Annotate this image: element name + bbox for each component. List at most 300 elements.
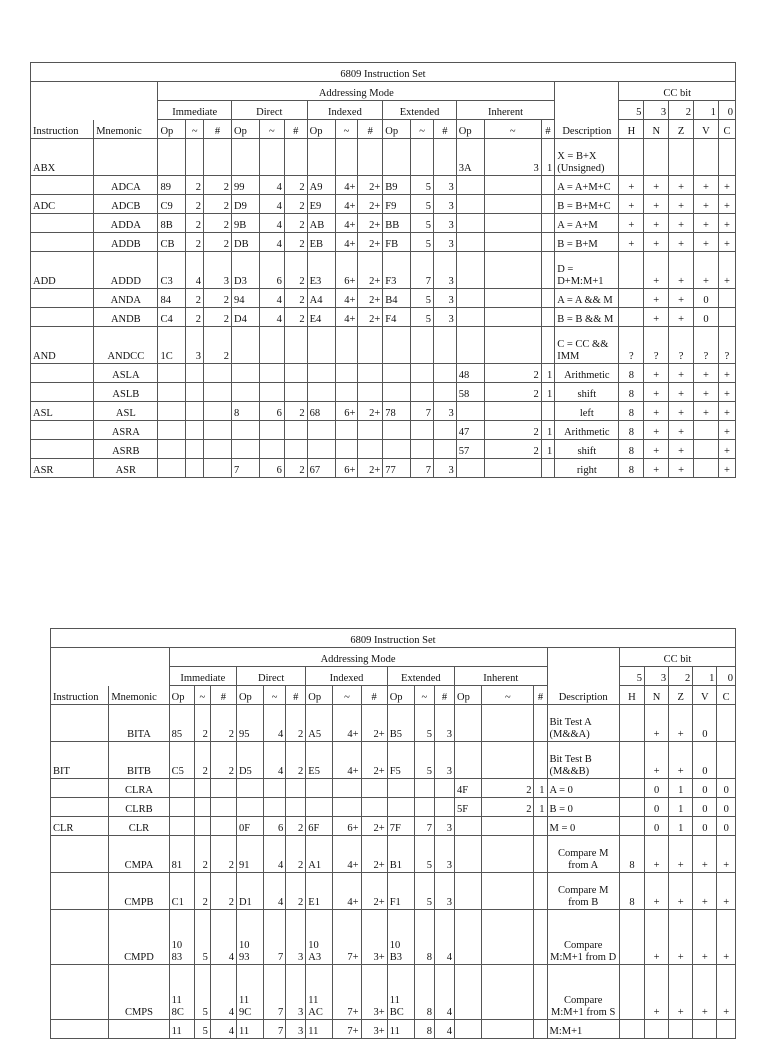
- opcode-cell: [231, 327, 259, 364]
- flag-cell: [717, 742, 736, 779]
- cycles-cell: 2: [484, 440, 541, 459]
- flag-cell: 1: [669, 798, 693, 817]
- bytes-cell: 2+: [361, 836, 387, 873]
- instruction-cell: [51, 1020, 109, 1039]
- table-row: [31, 308, 736, 327]
- table-row: [51, 779, 736, 798]
- opcode-cell: 47: [456, 421, 484, 440]
- cycles-cell: 3: [186, 327, 204, 364]
- cycles-cell: [484, 459, 541, 478]
- opcode-cell: [231, 421, 259, 440]
- flag-cell: ?: [619, 327, 644, 364]
- addressing-group-header: Extended: [387, 667, 454, 686]
- cycles-cell: 7: [414, 817, 434, 836]
- bytes-cell: 2+: [358, 402, 383, 421]
- description-cell: Arithmetic: [555, 421, 619, 440]
- flag-column-header: C: [718, 120, 735, 139]
- cycles-cell: [335, 139, 358, 176]
- cycles-cell: [484, 176, 541, 195]
- cycles-cell: 4: [264, 836, 286, 873]
- bytes-cell: 3: [434, 233, 457, 252]
- flag-cell: ?: [694, 327, 719, 364]
- flag-cell: +: [644, 176, 669, 195]
- flag-cell: +: [669, 308, 694, 327]
- instruction-table-panel-1: [30, 62, 736, 478]
- bytes-cell: 3: [434, 252, 457, 289]
- flag-cell: [644, 139, 669, 176]
- table-row: [31, 289, 736, 308]
- bytes-cell: [210, 798, 236, 817]
- description-cell: shift: [555, 383, 619, 402]
- flag-cell: 8: [619, 440, 644, 459]
- cycles-cell: 5: [411, 214, 434, 233]
- bytes-cell: [284, 327, 307, 364]
- description-cell: Compare M from B: [547, 873, 619, 910]
- cycles-cell: [482, 910, 534, 965]
- cycles-cell: [333, 798, 361, 817]
- opcode-cell: [456, 233, 484, 252]
- cycles-cell: [484, 252, 541, 289]
- flag-cell: +: [718, 176, 735, 195]
- bytes-cell: [541, 252, 554, 289]
- cycles-cell: 5: [411, 195, 434, 214]
- addressing-group-header: Immediate: [169, 667, 236, 686]
- bytes-cell: 2: [210, 836, 236, 873]
- flag-cell: 1: [669, 779, 693, 798]
- flag-cell: +: [644, 459, 669, 478]
- cycles-cell: [484, 214, 541, 233]
- description-cell: B = B+M+C: [555, 195, 619, 214]
- flag-cell: [619, 139, 644, 176]
- bytes-cell: 2: [284, 459, 307, 478]
- addressing-group-header: Direct: [236, 667, 305, 686]
- flag-cell: [619, 252, 644, 289]
- bytes-cell: [434, 327, 457, 364]
- cycles-cell: [194, 779, 210, 798]
- instruction-table-body: [51, 629, 736, 1039]
- flag-cell: +: [669, 836, 693, 873]
- flag-cell: [619, 910, 644, 965]
- cycles-column-header: ~: [484, 120, 541, 139]
- instruction-cell: [31, 440, 94, 459]
- bytes-cell: [284, 139, 307, 176]
- bytes-column-header: #: [284, 120, 307, 139]
- addressing-group-header: Extended: [383, 101, 457, 120]
- flag-cell: +: [644, 308, 669, 327]
- flag-cell: +: [644, 402, 669, 421]
- cycles-cell: 2: [186, 233, 204, 252]
- table-row: [31, 459, 736, 478]
- op-column-header: Op: [307, 120, 335, 139]
- blank-cell: [31, 82, 158, 101]
- flag-cell: 0: [693, 798, 717, 817]
- cycles-cell: [194, 798, 210, 817]
- opcode-cell: 57: [456, 440, 484, 459]
- opcode-cell: [383, 421, 411, 440]
- opcode-cell: [158, 421, 186, 440]
- opcode-cell: E5: [306, 742, 333, 779]
- flag-cell: [694, 421, 719, 440]
- op-column-header: Op: [306, 686, 333, 705]
- cycles-column-header: ~: [259, 120, 284, 139]
- flag-cell: [717, 1020, 736, 1039]
- opcode-cell: 94: [231, 289, 259, 308]
- cycles-cell: 2: [482, 779, 534, 798]
- cycles-cell: 4+: [335, 289, 358, 308]
- opcode-cell: [236, 798, 263, 817]
- bytes-cell: 2: [286, 742, 306, 779]
- cycles-cell: [194, 817, 210, 836]
- opcode-cell: D9: [231, 195, 259, 214]
- description-cell: C = CC && IMM: [555, 327, 619, 364]
- flag-cell: 0: [717, 798, 736, 817]
- description-cell: left: [555, 402, 619, 421]
- table-row: [51, 965, 736, 1020]
- bytes-cell: 1: [541, 421, 554, 440]
- opcode-cell: [231, 364, 259, 383]
- bytes-cell: 2+: [361, 705, 387, 742]
- flag-cell: 0: [693, 817, 717, 836]
- cycles-cell: 5: [414, 836, 434, 873]
- opcode-cell: C5: [169, 742, 194, 779]
- cycles-cell: [186, 383, 204, 402]
- flag-cell: [619, 965, 644, 1020]
- bytes-cell: 2: [284, 233, 307, 252]
- opcode-cell: [387, 798, 414, 817]
- table-row: [31, 233, 736, 252]
- opcode-cell: 8: [231, 402, 259, 421]
- flag-cell: +: [644, 252, 669, 289]
- bytes-cell: 2+: [358, 195, 383, 214]
- bytes-cell: [541, 176, 554, 195]
- bytes-cell: [358, 421, 383, 440]
- blank-cell: [555, 82, 619, 101]
- opcode-cell: A5: [306, 705, 333, 742]
- bytes-cell: 2+: [361, 817, 387, 836]
- cycles-cell: [484, 327, 541, 364]
- mnemonic-cell: ASRA: [94, 421, 158, 440]
- opcode-cell: [455, 817, 482, 836]
- instruction-cell: [31, 383, 94, 402]
- mnemonic-cell: ADCB: [94, 195, 158, 214]
- cycles-cell: 4: [259, 233, 284, 252]
- bytes-cell: [284, 440, 307, 459]
- cc-bit-number: 2: [669, 667, 693, 686]
- opcode-cell: F5: [387, 742, 414, 779]
- opcode-cell: [307, 139, 335, 176]
- mnemonic-cell: ASR: [94, 459, 158, 478]
- cycles-cell: [482, 873, 534, 910]
- blank-cell: [31, 101, 158, 120]
- bytes-cell: 2: [284, 214, 307, 233]
- cycles-cell: [335, 421, 358, 440]
- flag-cell: +: [645, 965, 669, 1020]
- opcode-cell: C1: [169, 873, 194, 910]
- opcode-cell: 84: [158, 289, 186, 308]
- bytes-cell: [434, 383, 457, 402]
- table-row: [51, 742, 736, 779]
- instruction-cell: [51, 873, 109, 910]
- flag-cell: 8: [619, 364, 644, 383]
- cycles-cell: [186, 440, 204, 459]
- opcode-cell: 1C: [158, 327, 186, 364]
- flag-cell: 0: [693, 742, 717, 779]
- bytes-cell: [204, 364, 232, 383]
- opcode-cell: [455, 1020, 482, 1039]
- table-row: [51, 910, 736, 965]
- flag-cell: ?: [644, 327, 669, 364]
- cycles-cell: 7: [264, 1020, 286, 1039]
- instruction-table-body: [31, 63, 736, 478]
- addressing-group-header: Inherent: [456, 101, 554, 120]
- instruction-cell: [51, 965, 109, 1020]
- bytes-cell: 2: [204, 195, 232, 214]
- opcode-cell: 89: [158, 176, 186, 195]
- bytes-cell: 2+: [358, 459, 383, 478]
- cc-bit-number: 0: [717, 667, 736, 686]
- mnemonic-cell: ASLA: [94, 364, 158, 383]
- opcode-cell: [158, 364, 186, 383]
- bytes-cell: 3: [434, 873, 454, 910]
- op-column-header: Op: [231, 120, 259, 139]
- cycles-cell: [484, 402, 541, 421]
- flag-cell: +: [645, 705, 669, 742]
- cycles-cell: 2: [482, 798, 534, 817]
- mnemonic-cell: CMPA: [109, 836, 169, 873]
- flag-cell: +: [619, 214, 644, 233]
- opcode-cell: A9: [307, 176, 335, 195]
- cycles-cell: 2: [186, 195, 204, 214]
- opcode-cell: D5: [236, 742, 263, 779]
- cycles-cell: 6+: [335, 252, 358, 289]
- instruction-cell: CLR: [51, 817, 109, 836]
- flag-cell: [619, 705, 644, 742]
- bytes-cell: 3: [204, 252, 232, 289]
- opcode-cell: [158, 139, 186, 176]
- opcode-cell: 58: [456, 383, 484, 402]
- bytes-cell: 3: [434, 195, 457, 214]
- opcode-cell: [455, 965, 482, 1020]
- bytes-cell: [284, 421, 307, 440]
- bytes-cell: 2: [204, 327, 232, 364]
- opcode-cell: EB: [307, 233, 335, 252]
- bytes-cell: [541, 327, 554, 364]
- opcode-cell: B9: [383, 176, 411, 195]
- opcode-cell: 10 A3: [306, 910, 333, 965]
- opcode-cell: BB: [383, 214, 411, 233]
- opcode-cell: 78: [383, 402, 411, 421]
- cycles-cell: [186, 459, 204, 478]
- bytes-cell: [541, 289, 554, 308]
- flag-cell: +: [717, 873, 736, 910]
- bytes-cell: 3+: [361, 910, 387, 965]
- mnemonic-cell: CMPS: [109, 965, 169, 1020]
- bytes-cell: 3: [434, 289, 457, 308]
- opcode-cell: [383, 383, 411, 402]
- cc-bit-number: 3: [645, 667, 669, 686]
- opcode-cell: [383, 364, 411, 383]
- cycles-cell: 6+: [335, 459, 358, 478]
- bytes-cell: 3: [434, 459, 457, 478]
- opcode-cell: [169, 817, 194, 836]
- bytes-cell: 3: [434, 705, 454, 742]
- bytes-cell: 2: [210, 705, 236, 742]
- flag-cell: +: [717, 910, 736, 965]
- flag-cell: +: [694, 195, 719, 214]
- flag-cell: +: [669, 252, 694, 289]
- flag-cell: +: [694, 233, 719, 252]
- flag-cell: +: [669, 195, 694, 214]
- table-title: 6809 Instruction Set: [51, 629, 736, 648]
- bytes-cell: 4: [210, 965, 236, 1020]
- mnemonic-cell: ASRB: [94, 440, 158, 459]
- flag-cell: 0: [645, 817, 669, 836]
- opcode-cell: [383, 327, 411, 364]
- cycles-cell: [259, 421, 284, 440]
- bytes-cell: 1: [541, 139, 554, 176]
- cycles-cell: 2: [194, 873, 210, 910]
- description-column-header: Description: [547, 686, 619, 705]
- flag-cell: [619, 779, 644, 798]
- instruction-table: [50, 628, 736, 1039]
- table-row: [51, 798, 736, 817]
- cycles-cell: [186, 139, 204, 176]
- cycles-cell: [259, 364, 284, 383]
- cycles-cell: 7: [264, 910, 286, 965]
- mnemonic-cell: ANDA: [94, 289, 158, 308]
- bytes-cell: [210, 817, 236, 836]
- flag-column-header: V: [693, 686, 717, 705]
- flag-cell: +: [644, 233, 669, 252]
- table-row: [31, 440, 736, 459]
- bytes-cell: [534, 965, 547, 1020]
- opcode-cell: [455, 910, 482, 965]
- flag-cell: 0: [717, 817, 736, 836]
- opcode-cell: E4: [307, 308, 335, 327]
- opcode-cell: CB: [158, 233, 186, 252]
- flag-cell: +: [669, 289, 694, 308]
- instruction-cell: [51, 910, 109, 965]
- flag-cell: +: [645, 742, 669, 779]
- table-row: [31, 176, 736, 195]
- bytes-cell: [541, 195, 554, 214]
- bytes-cell: 2: [204, 233, 232, 252]
- opcode-cell: [456, 214, 484, 233]
- opcode-cell: 4F: [455, 779, 482, 798]
- bytes-column-header: #: [361, 686, 387, 705]
- cycles-column-header: ~: [482, 686, 534, 705]
- cycles-cell: [484, 233, 541, 252]
- cycles-cell: 5: [411, 176, 434, 195]
- cycles-cell: [333, 779, 361, 798]
- opcode-cell: 8B: [158, 214, 186, 233]
- opcode-cell: 3A: [456, 139, 484, 176]
- opcode-cell: [456, 289, 484, 308]
- opcode-cell: [456, 308, 484, 327]
- blank-cell: [547, 667, 619, 686]
- opcode-cell: [158, 459, 186, 478]
- bytes-cell: [286, 779, 306, 798]
- flag-cell: ?: [718, 327, 735, 364]
- cycles-cell: [259, 139, 284, 176]
- opcode-cell: [456, 195, 484, 214]
- mnemonic-cell: ADDB: [94, 233, 158, 252]
- opcode-cell: [307, 421, 335, 440]
- cycles-cell: 8: [414, 910, 434, 965]
- bytes-cell: [358, 440, 383, 459]
- cycles-cell: 7: [411, 459, 434, 478]
- cycles-cell: 4+: [335, 195, 358, 214]
- cycles-cell: 5: [411, 308, 434, 327]
- description-cell: Bit Test A (M&&A): [547, 705, 619, 742]
- bytes-cell: [534, 817, 547, 836]
- bytes-column-header: #: [204, 120, 232, 139]
- flag-cell: [619, 1020, 644, 1039]
- flag-column-header: N: [645, 686, 669, 705]
- bytes-cell: 1: [534, 779, 547, 798]
- cycles-cell: 4: [259, 195, 284, 214]
- opcode-cell: 11: [306, 1020, 333, 1039]
- opcode-cell: [455, 705, 482, 742]
- opcode-cell: 77: [383, 459, 411, 478]
- bytes-cell: 2: [210, 742, 236, 779]
- description-cell: Bit Test B (M&&B): [547, 742, 619, 779]
- cycles-cell: 4+: [333, 873, 361, 910]
- table-row: [51, 705, 736, 742]
- bytes-cell: [358, 364, 383, 383]
- instruction-cell: [31, 421, 94, 440]
- flag-cell: [718, 308, 735, 327]
- flag-cell: [694, 440, 719, 459]
- description-cell: right: [555, 459, 619, 478]
- flag-cell: +: [669, 965, 693, 1020]
- flag-cell: +: [718, 364, 735, 383]
- table-row: [31, 252, 736, 289]
- bytes-column-header: #: [534, 686, 547, 705]
- flag-cell: +: [694, 252, 719, 289]
- description-cell: X = B+X (Unsigned): [555, 139, 619, 176]
- flag-cell: +: [718, 233, 735, 252]
- description-cell: M:M+1: [547, 1020, 619, 1039]
- flag-cell: +: [644, 195, 669, 214]
- bytes-cell: [541, 214, 554, 233]
- opcode-cell: A1: [306, 836, 333, 873]
- table-row: [51, 873, 736, 910]
- flag-cell: +: [693, 873, 717, 910]
- instruction-cell: AND: [31, 327, 94, 364]
- opcode-cell: D3: [231, 252, 259, 289]
- mnemonic-cell: CMPB: [109, 873, 169, 910]
- bytes-cell: [534, 910, 547, 965]
- opcode-cell: C4: [158, 308, 186, 327]
- bytes-cell: 3: [286, 910, 306, 965]
- bytes-cell: 2+: [361, 873, 387, 910]
- cycles-cell: [414, 798, 434, 817]
- cycles-cell: [411, 383, 434, 402]
- cycles-cell: [482, 1020, 534, 1039]
- flag-cell: [694, 459, 719, 478]
- flag-cell: 0: [693, 779, 717, 798]
- cycles-column-header: ~: [186, 120, 204, 139]
- opcode-cell: 11 AC: [306, 965, 333, 1020]
- opcode-cell: 5F: [455, 798, 482, 817]
- addressing-group-header: Inherent: [455, 667, 547, 686]
- flag-cell: 8: [619, 383, 644, 402]
- opcode-cell: D4: [231, 308, 259, 327]
- bytes-cell: [284, 364, 307, 383]
- flag-cell: +: [644, 214, 669, 233]
- cycles-cell: [411, 440, 434, 459]
